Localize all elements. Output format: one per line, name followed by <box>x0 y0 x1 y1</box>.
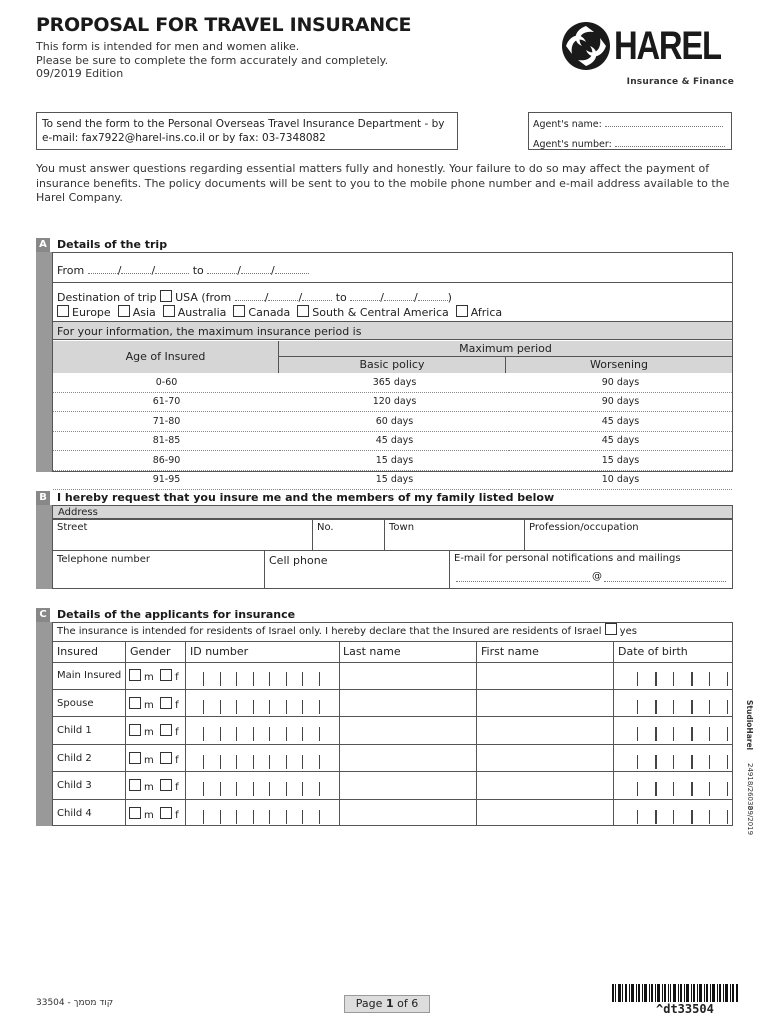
send-line-1: To send the form to the Personal Overseas Travel Insurance Department - by <box>42 118 445 130</box>
id-digit-divider <box>203 727 204 741</box>
last-name-field[interactable] <box>341 747 474 771</box>
basic-cell: 45 days <box>280 431 509 451</box>
dob-digit-divider <box>673 700 674 714</box>
send-instructions-box <box>36 112 458 150</box>
basic-cell: 120 days <box>280 392 509 412</box>
dob-digit-divider <box>727 755 728 769</box>
basic-cell: 15 days <box>280 451 509 471</box>
divider <box>52 282 733 283</box>
gender-options <box>129 669 179 683</box>
telephone-label: Telephone number <box>57 554 150 565</box>
id-digit-divider <box>269 782 270 796</box>
profession-label: Profession/occupation <box>529 522 639 533</box>
section-c-sidebar <box>36 622 52 826</box>
dob-digit-divider <box>727 782 728 796</box>
id-digit-divider <box>286 700 287 714</box>
female-label: f <box>175 727 179 738</box>
intro-line-1: This form is intended for men and women alike. <box>36 40 300 53</box>
agent-name-field[interactable] <box>605 118 723 127</box>
europe-checkbox[interactable] <box>57 305 69 317</box>
id-digit-divider <box>220 700 221 714</box>
worsening-cell: 90 days <box>509 373 732 392</box>
male-checkbox[interactable] <box>129 779 141 791</box>
studio-mark: StudioHarel <box>745 700 754 751</box>
id-digit-divider <box>269 810 270 824</box>
male-checkbox[interactable] <box>129 669 141 681</box>
page-total: 6 <box>411 997 419 1010</box>
id-digit-divider <box>319 810 320 824</box>
dob-digit-divider <box>655 672 657 686</box>
period-table-header <box>53 341 732 373</box>
first-name-field[interactable] <box>478 664 611 688</box>
dob-digit-divider <box>691 700 693 714</box>
applicant-row <box>53 717 732 745</box>
male-checkbox[interactable] <box>129 807 141 819</box>
dob-header: Date of birth <box>618 645 688 658</box>
applicant-row <box>53 772 732 800</box>
table-row <box>53 412 732 432</box>
age-header: Age of Insured <box>125 350 206 363</box>
residency-declaration <box>52 622 733 642</box>
dob-digit-divider <box>673 755 674 769</box>
section-a-letter: A <box>36 238 50 252</box>
worsening-cell: 15 days <box>509 451 732 471</box>
section-b-title: I hereby request that you insure me and the members of my family listed below <box>57 491 555 504</box>
basic-cell: 15 days <box>280 470 509 490</box>
id-digit-divider <box>269 700 270 714</box>
id-digit-divider <box>236 672 237 686</box>
id-digit-divider <box>203 810 204 824</box>
last-name-field[interactable] <box>341 774 474 798</box>
id-digit-divider <box>286 782 287 796</box>
worsening-header: Worsening <box>505 357 732 373</box>
last-name-field[interactable] <box>341 664 474 688</box>
applicant-type-label: Child 2 <box>57 752 92 764</box>
id-digit-divider <box>236 810 237 824</box>
id-digit-divider <box>220 782 221 796</box>
email-label: E-mail for personal notifications and mailings <box>454 553 681 564</box>
barcode-text: ^dt33504 <box>656 1002 714 1016</box>
age-cell: 61-70 <box>53 392 280 412</box>
dob-digit-divider <box>655 755 657 769</box>
id-digit-divider <box>302 755 303 769</box>
id-digit-divider <box>253 755 254 769</box>
europe-label: Europe <box>72 306 111 319</box>
agent-name-label: Agent's name: <box>533 119 602 130</box>
id-digit-divider <box>319 700 320 714</box>
section-a-title: Details of the trip <box>57 238 168 251</box>
id-digit-divider <box>319 672 320 686</box>
side-date: 09/2019 <box>746 806 754 836</box>
gender-options <box>129 807 179 821</box>
from-year-field[interactable] <box>155 265 189 274</box>
agent-number-label: Agent's number: <box>533 139 612 150</box>
dob-digit-divider <box>637 810 638 824</box>
dob-digit-divider <box>709 700 710 714</box>
from-day-field[interactable] <box>88 265 118 274</box>
last-name-field[interactable] <box>341 692 474 716</box>
usa-from-month[interactable] <box>268 292 298 301</box>
dob-digit-divider <box>709 672 710 686</box>
dob-digit-divider <box>673 782 674 796</box>
trip-from-row: From / / to / / <box>57 264 309 277</box>
id-digit-divider <box>319 727 320 741</box>
id-digit-divider <box>269 672 270 686</box>
dob-digit-divider <box>655 727 657 741</box>
age-cell: 86-90 <box>53 451 280 471</box>
usa-close-paren: ) <box>447 291 452 304</box>
gender-options <box>129 752 179 766</box>
agent-box <box>528 112 732 150</box>
usa-to-day[interactable] <box>350 292 380 301</box>
address-label: Address <box>52 505 733 519</box>
period-table <box>53 373 732 490</box>
residency-yes-checkbox[interactable] <box>605 623 617 635</box>
applicants-table <box>52 641 733 826</box>
first-name-header: First name <box>481 645 539 658</box>
id-digit-divider <box>269 755 270 769</box>
email-user-line <box>456 573 590 582</box>
applicant-row <box>53 800 732 828</box>
logo-word: HAREL <box>614 24 721 68</box>
dob-digit-divider <box>691 782 693 796</box>
dob-digit-divider <box>655 810 657 824</box>
id-digit-divider <box>220 672 221 686</box>
male-label: m <box>144 672 154 683</box>
table-row <box>53 470 732 490</box>
dob-digit-divider <box>691 727 693 741</box>
intro-line-2: Please be sure to complete the form accurately and completely. <box>36 53 389 67</box>
page-indicator <box>344 995 430 1013</box>
email-field[interactable] <box>449 550 733 589</box>
applicant-type-label: Spouse <box>57 697 94 709</box>
gender-options <box>129 724 179 738</box>
id-digit-divider <box>286 727 287 741</box>
male-checkbox[interactable] <box>129 724 141 736</box>
female-label: f <box>175 809 179 821</box>
worsening-cell: 45 days <box>509 431 732 451</box>
dob-digit-divider <box>637 782 638 796</box>
canada-label: Canada <box>248 306 291 319</box>
harel-logo <box>558 14 738 90</box>
email-at: @ <box>592 571 602 582</box>
id-digit-divider <box>220 727 221 741</box>
to-day-field[interactable] <box>207 265 237 274</box>
female-label: f <box>175 754 179 766</box>
worsening-cell: 45 days <box>509 412 732 432</box>
dob-digit-divider <box>637 672 638 686</box>
dob-digit-divider <box>637 700 638 714</box>
side-code: 24918/26038 <box>746 763 754 810</box>
page-of: of <box>397 997 408 1010</box>
female-checkbox[interactable] <box>160 752 172 764</box>
barcode-icon <box>612 984 738 1002</box>
usa-to-month[interactable] <box>384 292 414 301</box>
dob-digit-divider <box>637 755 638 769</box>
id-digit-divider <box>302 810 303 824</box>
notice-text: You must answer questions regarding essential matters fully and honestly. Your failure to do so may affect the payment of insurance benefits. The policy documents will be sent to you to the mobile phone number and e-mail address available to the Harel Company. <box>36 162 730 204</box>
email-domain-line <box>604 573 726 582</box>
destination-options <box>57 305 502 319</box>
section-a-sidebar <box>36 252 52 472</box>
table-row <box>53 451 732 471</box>
send-line-2: e-mail: fax7922@harel-ins.co.il or by fax: 03-7348082 <box>42 132 326 144</box>
africa-label: Africa <box>470 306 503 319</box>
id-digit-divider <box>319 782 320 796</box>
female-checkbox[interactable] <box>160 697 172 709</box>
id-digit-divider <box>286 755 287 769</box>
cell-label: Cell phone <box>269 554 328 567</box>
applicants-header <box>53 642 732 663</box>
usa-to-year[interactable] <box>418 292 448 301</box>
female-checkbox[interactable] <box>160 724 172 736</box>
street-label: Street <box>57 522 88 533</box>
intro-line-3: 09/2019 Edition <box>36 67 124 80</box>
age-cell: 0-60 <box>53 373 280 392</box>
asia-checkbox[interactable] <box>118 305 130 317</box>
male-checkbox[interactable] <box>129 697 141 709</box>
dob-digit-divider <box>727 700 728 714</box>
declaration-text: The insurance is intended for residents of Israel only. I hereby declare that the Insured are residents of Israel <box>57 626 602 637</box>
id-digit-divider <box>302 727 303 741</box>
id-digit-divider <box>220 755 221 769</box>
info-bar: For your information, the maximum insurance period is <box>53 321 732 340</box>
town-label: Town <box>389 522 415 533</box>
id-digit-divider <box>253 672 254 686</box>
id-digit-divider <box>220 810 221 824</box>
africa-checkbox[interactable] <box>456 305 468 317</box>
id-digit-divider <box>302 672 303 686</box>
id-digit-divider <box>236 782 237 796</box>
id-digit-divider <box>203 782 204 796</box>
dob-digit-divider <box>655 782 657 796</box>
first-name-field[interactable] <box>478 747 611 771</box>
town-field[interactable] <box>384 519 525 551</box>
australia-label: Australia <box>177 306 227 319</box>
table-row <box>53 392 732 412</box>
worsening-cell: 90 days <box>509 392 732 412</box>
insured-header: Insured <box>57 645 98 658</box>
id-digit-divider <box>302 782 303 796</box>
asia-label: Asia <box>132 306 156 319</box>
id-digit-divider <box>203 672 204 686</box>
from-month-field[interactable] <box>121 265 151 274</box>
usa-from-year[interactable] <box>302 292 332 301</box>
female-checkbox[interactable] <box>160 807 172 819</box>
dob-digit-divider <box>727 727 728 741</box>
male-label: m <box>144 782 154 793</box>
id-digit-divider <box>253 727 254 741</box>
from-label: From <box>57 264 85 277</box>
table-row <box>53 431 732 451</box>
female-label: f <box>175 782 179 793</box>
id-digit-divider <box>253 810 254 824</box>
form-code: 33504 - קוד מסמך <box>36 998 114 1008</box>
australia-checkbox[interactable] <box>163 305 175 317</box>
dob-digit-divider <box>637 727 638 741</box>
to-label: to <box>192 264 204 277</box>
id-digit-divider <box>236 727 237 741</box>
female-label: f <box>175 699 179 711</box>
dob-digit-divider <box>673 672 674 686</box>
dob-digit-divider <box>673 810 674 824</box>
age-cell: 81-85 <box>53 431 280 451</box>
id-digit-divider <box>286 672 287 686</box>
id-digit-divider <box>253 782 254 796</box>
south-america-label: South & Central America <box>312 306 449 319</box>
applicant-row <box>53 662 732 690</box>
logo-subtitle: Insurance & Finance <box>626 77 734 87</box>
max-period-header: Maximum period <box>278 341 732 357</box>
street-field[interactable] <box>52 519 313 551</box>
gender-options <box>129 697 179 711</box>
first-name-field[interactable] <box>478 774 611 798</box>
page-number: 1 <box>385 997 394 1010</box>
section-b-letter: B <box>36 491 50 505</box>
section-b-sidebar <box>36 505 52 589</box>
to-year-field[interactable] <box>275 265 309 274</box>
section-c-letter: C <box>36 608 50 622</box>
profession-field[interactable] <box>524 519 733 551</box>
applicant-row <box>53 745 732 773</box>
dob-digit-divider <box>655 700 657 714</box>
dob-digit-divider <box>691 672 693 686</box>
id-digit-divider <box>253 700 254 714</box>
id-digit-divider <box>203 755 204 769</box>
dob-digit-divider <box>691 755 693 769</box>
id-header: ID number <box>190 645 249 658</box>
canada-checkbox[interactable] <box>233 305 245 317</box>
last-name-field[interactable] <box>341 802 474 826</box>
page-label: Page <box>355 997 383 1010</box>
telephone-field[interactable] <box>52 550 265 589</box>
applicant-type-label: Child 3 <box>57 780 92 791</box>
harel-swirl-icon <box>560 20 612 72</box>
male-label: m <box>144 699 154 711</box>
basic-header: Basic policy <box>278 357 505 373</box>
basic-cell: 60 days <box>280 412 509 432</box>
worsening-cell: 10 days <box>509 470 732 490</box>
dob-digit-divider <box>709 782 710 796</box>
male-checkbox[interactable] <box>129 752 141 764</box>
male-label: m <box>144 809 154 821</box>
applicant-row <box>53 690 732 718</box>
male-label: m <box>144 727 154 738</box>
age-cell: 71-80 <box>53 412 280 432</box>
no-label: No. <box>317 522 334 533</box>
usa-label: USA (from <box>175 291 232 304</box>
age-cell: 91-95 <box>53 470 280 490</box>
id-digit-divider <box>203 700 204 714</box>
agent-number-field[interactable] <box>615 138 725 147</box>
dob-digit-divider <box>709 755 710 769</box>
id-digit-divider <box>319 755 320 769</box>
id-digit-divider <box>236 700 237 714</box>
usa-checkbox[interactable] <box>160 290 172 302</box>
female-checkbox[interactable] <box>160 669 172 681</box>
applicant-type-label: Child 4 <box>57 807 92 819</box>
first-name-field[interactable] <box>478 802 611 826</box>
house-no-field[interactable] <box>312 519 385 551</box>
table-row <box>53 373 732 392</box>
female-label: f <box>175 672 179 683</box>
first-name-field[interactable] <box>478 692 611 716</box>
first-name-field[interactable] <box>478 719 611 743</box>
intro-text <box>36 40 388 81</box>
section-c-title: Details of the applicants for insurance <box>57 608 296 621</box>
id-digit-divider <box>269 727 270 741</box>
dob-digit-divider <box>691 810 693 824</box>
south-america-checkbox[interactable] <box>297 305 309 317</box>
applicant-type-label: Main Insured <box>57 670 122 681</box>
male-label: m <box>144 754 154 766</box>
basic-cell: 365 days <box>280 373 509 392</box>
dob-digit-divider <box>709 810 710 824</box>
id-digit-divider <box>302 700 303 714</box>
usa-to-label: to <box>335 291 347 304</box>
destination-label: Destination of trip <box>57 291 157 304</box>
id-digit-divider <box>286 810 287 824</box>
yes-label: yes <box>619 626 637 637</box>
cell-phone-field[interactable] <box>264 550 450 589</box>
destination-row: Destination of trip USA (from / / to / / ) <box>57 291 452 304</box>
page-title: PROPOSAL FOR TRAVEL INSURANCE <box>36 14 412 36</box>
dob-digit-divider <box>673 727 674 741</box>
usa-from-day[interactable] <box>235 292 265 301</box>
female-checkbox[interactable] <box>160 779 172 791</box>
gender-header: Gender <box>130 645 171 658</box>
applicant-type-label: Child 1 <box>57 725 92 736</box>
gender-options <box>129 779 179 793</box>
dob-digit-divider <box>709 727 710 741</box>
dob-digit-divider <box>727 810 728 824</box>
dob-digit-divider <box>727 672 728 686</box>
last-name-header: Last name <box>343 645 401 658</box>
id-digit-divider <box>236 755 237 769</box>
to-month-field[interactable] <box>241 265 271 274</box>
last-name-field[interactable] <box>341 719 474 743</box>
